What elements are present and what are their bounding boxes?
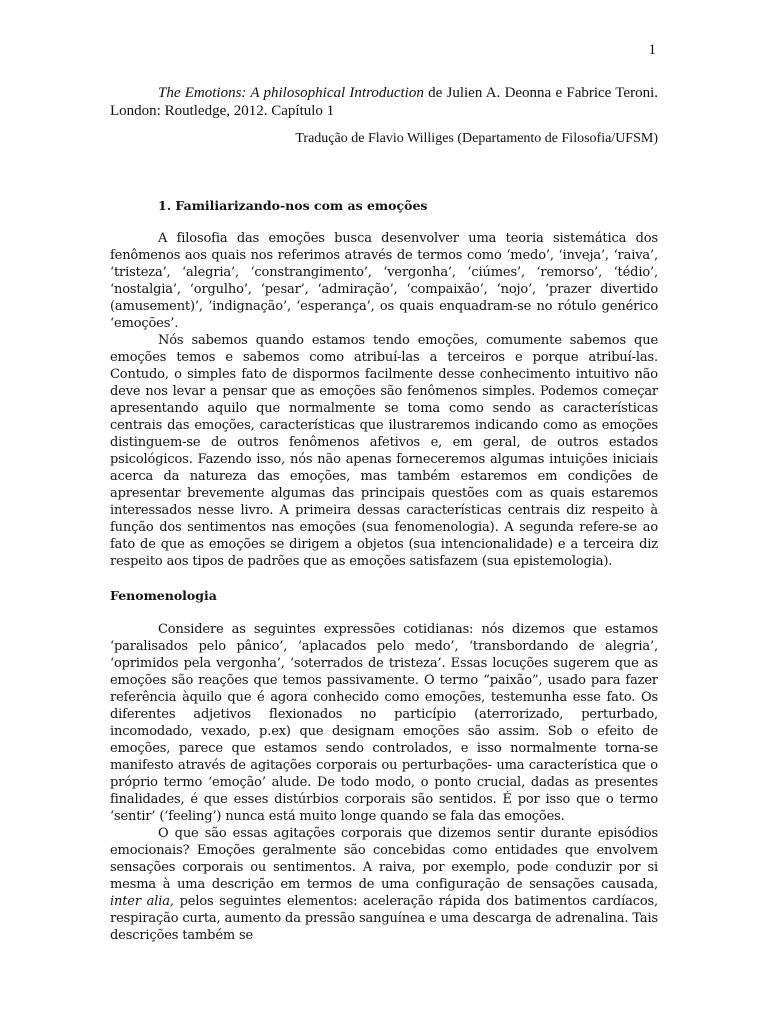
translation-credit: Tradução de Flavio Williges (Departamento de Filosofia/UFSM) xyxy=(295,131,658,146)
italic-phrase: inter alia, xyxy=(110,894,174,909)
paragraph: Nós sabemos quando estamos tendo emoções, comumente sabemos que emoções temos e sabemos como atribuí-las a terceiros e porque atribuí-las. Contudo, o simples fato de dispormos facilmente desse conhecimento intuitivo não deve nos levar a pensar que as emoções são fenômenos simples. Podemos começar apresentando aquilo que normalmente se toma como sendo as características centrais das emoções, características que ilustraremos indicando como as emoções distinguem-se de outros fenômenos afetivos e, em geral, de outros estados psicológicos. Fazendo isso, nós não apenas forneceremos algumas intuições iniciais acerca da natureza das emoções, mas também estaremos em condições de apresentar brevemente algumas das principais questões com as quais estaremos interessados nesse livro. A primeira dessas características centrais diz respeito à função dos sentimentos nas emoções (sua fenomenologia). A segunda refere-se ao fato de que as emoções se dirigem a objetos (sua intencionalidade) e a terceira diz respeito aos tipos de padrões que as emoções satisfazem (sua epistemologia). xyxy=(110,333,658,569)
paragraph: Considere as seguintes expressões cotidianas: nós dizemos que estamos ‘paralisados pelo pânico’, ‘aplacados pelo medo’, ‘transbordando de alegria’, ‘oprimidos pela vergonha’, ‘soterrados de tristeza’. Essas locuções sugerem que as emoções são reações que temos passivamente. O termo “paixão”, usado para fazer referência àquilo que é agora conhecido como emoções, testemunha esse fato. Os diferentes adjetivos flexionados no particípio (aterrorizado, perturbado, incomodado, vexado, p.ex) que designam emoções são assim. Sob o efeito de emoções, parece que estamos sendo controlados, e isso normalmente torna-se manifesto através de agitações corporais ou perturbações- uma característica que o próprio termo ‘emoção’ alude. De todo modo, o ponto crucial, dadas as presentes finalidades, é que esses distúrbios corporais são sentidos. É por isso que o termo ‘sentir’ (‘feeling’) nunca está muito longe quando se fala das emoções. xyxy=(110,622,658,824)
document-body xyxy=(110,84,658,944)
paragraph-text: pelos seguintes elementos: aceleração rápida dos batimentos cardíacos, respiração curta, aumento da pressão sanguínea e uma descarga de adrenalina. Tais descrições também se xyxy=(110,894,659,943)
section-heading: 1. Familiarizando-nos com as emoções xyxy=(158,198,428,213)
page-number: 1 xyxy=(648,42,656,58)
subsection-heading: Fenomenologia xyxy=(110,588,217,603)
reference-details: de Julien A. Deonna e Fabrice Teroni. London: Routledge, 2012. Capítulo 1 xyxy=(110,85,658,119)
bibliographic-reference xyxy=(110,84,658,120)
paragraph xyxy=(110,825,658,944)
paragraph-text: O que são essas agitações corporais que dizemos sentir durante episódios emocionais? Emoções geralmente são concebidas como entidades que envolvem sensações corporais ou sentimentos. A raiva, por exemplo, pode conduzir por si mesma à uma descrição em termos de uma configuração de sensações causada, xyxy=(110,826,658,892)
paragraph: A filosofia das emoções busca desenvolver uma teoria sistemática dos fenômenos aos quais nos referimos através de termos como ‘medo’, ‘inveja’, ‘raiva’, ‘tristeza’, ‘alegria’, ‘constrangimento’, ‘vergonha’, ‘ciúmes’, ‘remorso’, ‘tédio’, ‘nostalgia’, ‘orgulho’, ‘pesar’, ‘admiração’, ‘compaixão’, ‘nojo’, ‘prazer divertido (amusement)’, ‘indignação’, ‘esperança’, os quais enquadram-se no rótulo genérico ‘emoções’. xyxy=(110,231,658,331)
book-title: The Emotions: A philosophical Introduction xyxy=(158,85,424,101)
